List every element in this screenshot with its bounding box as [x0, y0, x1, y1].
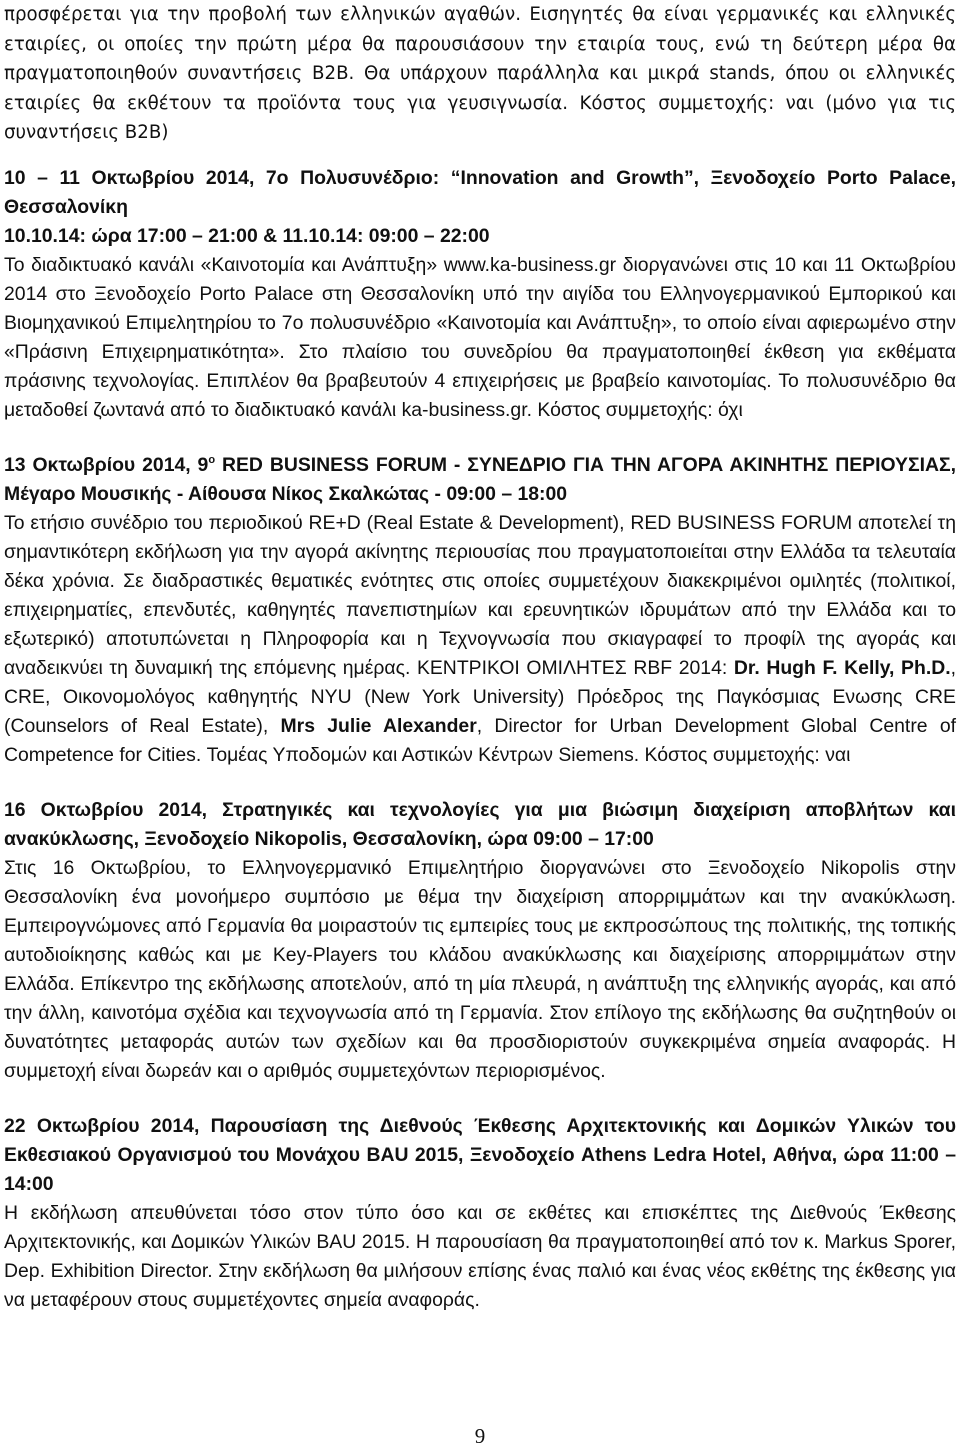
spacer	[4, 770, 956, 796]
keynote-speaker-2: Mrs Julie Alexander	[280, 714, 477, 737]
page-number: 9	[474, 1424, 486, 1448]
intro-text: προσφέρεται για την προβολή των ελληνικών αγαθών. Εισηγητές θα είναι γερμανικές και ελληνικές εταιρίες, οι οποίες την πρώτη μέρα θα παρουσιάσουν την εταιρία τους, ενώ τη δεύτερη μέρα θα πραγματοποιηθούν συναντήσεις B2B. Θα υπάρχουν παράλληλα και μικρά stands, όπου οι ελληνικές εταιρίες θα εκθέτουν τα προϊόντα τους για γευσιγνωσία.	[4, 4, 956, 114]
spacer	[4, 1086, 956, 1112]
event1-schedule: 10.10.14: ώρα 17:00 – 21:00 & 11.10.14: 09:00 – 22:00	[4, 224, 490, 247]
intro-cost-note: Κόστος συμμετοχής: ναι (μόνο για τις συναντήσεις B2B)	[4, 92, 956, 143]
event4-body: Η εκδήλωση απευθύνεται τόσο στον τύπο όσο και σε εκθέτες και επισκέπτες της Διεθνούς Έκθεσης Αρχιτεκτονικής, και Δομικών Υλικών BAU 2015. Η παρουσίαση θα πραγματοποιηθεί από τον κ. Markus Sporer, Dep. Exhibition Director. Στην εκδήλωση θα μιλήσουν επίσης ένας παλιό και ένας νέος εκθέτης της έκθεσης για να μεταφέρουν στους συμμετέχοντες σημεία αναφοράς.	[4, 1201, 956, 1311]
event2-heading: 13 Οκτωβρίου 2014, $9^o$ RED BUSINESS FORUM - ΣΥΝΕΔΡΙΟ ΓΙΑ ΤΗΝ ΑΓΟΡΑ ΑΚΙΝΗΤΗΣ ΠΕΡΙΟΥΣΙΑΣ, Μέγαρο Μουσικής - Αίθουσα Νίκος Σκαλκώτας - 09:00 – 18:00	[4, 453, 957, 505]
spacer	[4, 148, 956, 164]
event2-body: Το ετήσιο συνέδριο του περιοδικού RE+D (Real Estate & Development), RED BUSINESS FORUM αποτελεί τη σημαντικότερη εκδήλωση για την αγορά ακίνητης περιουσίας που πραγματοποιείται στην Ελλάδα τα τελευταία δέκα χρόνια. Σε διαδραστικές θεματικές ενότητες στις οποίες συμμετέχουν διακεκριμένοι ομιλητές (πολιτικοί, επιχειρηματίες, επενδυτές, καθηγητές πανεπιστημίων και ερευνητικών ιδρυμάτων από την Ελλάδα και το εξωτερικό) αποτυπώνεται η Πληροφορία και η Τεχνογνωσία που σκιαγραφεί το προφίλ της αγοράς και αναδεικνύει τη δυναμική της επόμενης ημέρας. ΚΕΝΤΡΙΚΟΙ ΟΜΙΛΗΤΕΣ RBF 2014: Dr. Hugh F. Kelly, Ph.D., CRE, Οικονομολόγος καθηγητής NYU (New York University) Πρόεδρος της Παγκόσμιας Ενωσης CRE (Counselors of Real Estate), Mrs Julie Alexander, Director for Urban Development Global Centre of Competence for Cities. Τομέας Υποδομών και Αστικών Κέντρων Siemens. Κόστος συμμετοχής: ναι	[4, 511, 957, 766]
keynote-speaker-1: Dr. Hugh F. Kelly, Ph.D.	[733, 656, 951, 679]
event1-body: Το διαδικτυακό κανάλι «Καινοτομία και Ανάπτυξη» www.ka-business.gr διοργανώνει στις 10 και 11 Οκτωβρίου 2014 στο Ξενοδοχείο Porto Palace στη Θεσσαλονίκη υπό την αιγίδα του Ελληνογερμανικού Εμπορικού και Βιομηχανικού Επιμελητηρίου το 7ο πολυσυνέδριο «Καινοτομία και Ανάπτυξη», το οποίο είναι αφιερωμένο στην «Πράσινη Επιχειρηματικότητα». Στο πλαίσιο του συνεδρίου θα πραγματοποιηθεί έκθεση για εκθέματα πράσινης τεχνολογίας. Επιπλέον θα βραβευτούν 4 επιχειρήσεις με βραβείο καινοτομίας. Το πολυσυνέδριο θα μεταδοθεί ζωντανά από το διαδικτυακό κανάλι ka-business.gr. Κόστος συμμετοχής: όχι	[4, 253, 956, 421]
event3-heading: 16 Οκτωβρίου 2014, Στρατηγικές και τεχνολογίες για μια βιώσιμη διαχείριση αποβλήτων και ανακύκλωσης, Ξενοδοχείο Nikopolis, Θεσσαλονίκη, ώρα 09:00 – 17:00	[4, 798, 956, 850]
event3-body: Στις 16 Οκτωβρίου, το Ελληνογερμανικό Επιμελητήριο διοργανώνει στο Ξενοδοχείο Nikopolis στην Θεσσαλονίκη ένα μονοήμερο συμπόσιο με θέμα την διαχείριση απορριμμάτων και την ανακύκλωση. Εμπειρογνώμονες από Γερμανία θα μοιραστούν τις εμπειρίες τους με εκπροσώπους της πολιτικής, της τοπικής αυτοδιοίκησης καθώς και με Key-Players του κλάδου ανακύκλωσης και διαχείρισης απορριμμάτων στην Ελλάδα. Επίκεντρο της εκδήλωσης αποτελούν, από τη μία πλευρά, η ανάπτυξη της ελληνικής αγοράς, και από την άλλη, καινοτόμα σχέδια και τεχνογνωσία από τη Γερμανία. Στον επίλογο της εκδήλωσης θα συζητηθούν οι δυνατότητες μεταφοράς αυτών των σχεδίων και θα προσδιοριστούν συγκεκριμένα σημεία αναφοράς. Η συμμετοχή είναι δωρεάν και ο αριθμός συμμετεχόντων περιορισμένος.	[4, 856, 956, 1082]
document-page	[4, 0, 956, 1315]
intro-paragraph	[4, 0, 956, 148]
event4-heading: 22 Οκτωβρίου 2014, Παρουσίαση της Διεθνούς Έκθεσης Αρχιτεκτονικής και Δομικών Υλικών του Εκθεσιακού Οργανισμού του Μονάχου BAU 2015, Ξενοδοχείο Athens Ledra Hotel, Αθήνα, ώρα 11:00 – 14:00	[4, 1114, 956, 1195]
event1-heading: 10 – 11 Οκτωβρίου 2014, 7ο Πολυσυνέδριο: “Innovation and Growth”, Ξενοδοχείο Porto Palace, Θεσσαλονίκη	[4, 166, 956, 218]
spacer	[4, 425, 956, 451]
